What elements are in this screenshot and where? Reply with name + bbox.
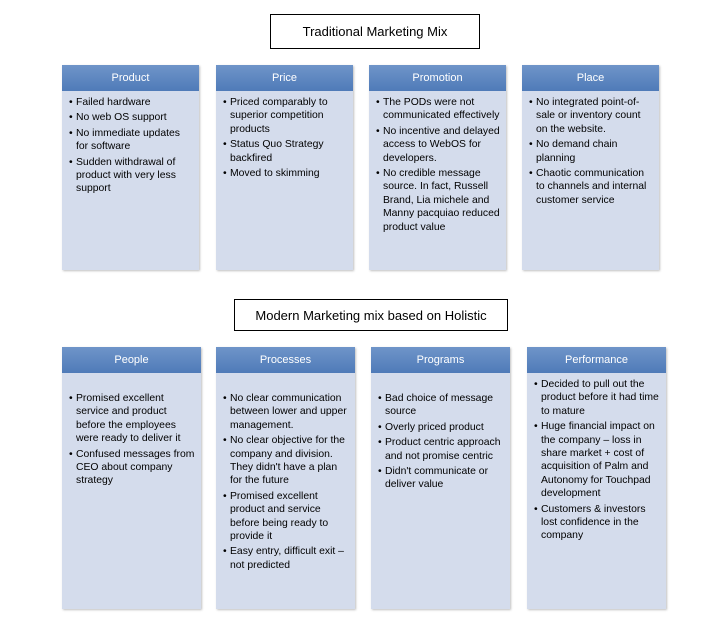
card-performance — [527, 347, 666, 609]
list-item: • No incentive and delayed access to WebOS for developers. — [377, 125, 500, 165]
list-item: • No clear communication between lower and upper management. — [224, 392, 349, 432]
card-processes-header: Processes — [216, 347, 355, 373]
card-programs-header: Programs — [371, 347, 510, 373]
card-promotion — [369, 65, 506, 270]
list-item: • Promised excellent product and service before being ready to provide it — [224, 490, 349, 544]
list-item: • Bad choice of message source — [379, 392, 504, 419]
list-item: • Confused messages from CEO about company strategy — [70, 448, 195, 488]
card-performance-header: Performance — [527, 347, 666, 373]
card-place-list — [530, 96, 653, 207]
list-item: • Chaotic communication to channels and internal customer service — [530, 167, 653, 207]
list-item: • Product centric approach and not promise centric — [379, 436, 504, 463]
list-item: • No immediate updates for software — [70, 127, 193, 154]
card-people-header: People — [62, 347, 201, 373]
list-item: • Easy entry, difficult exit – not predicted — [224, 545, 349, 572]
list-item: • Decided to pull out the product before it had time to mature — [535, 378, 660, 418]
modern-mix-title — [234, 299, 508, 331]
card-promotion-header: Promotion — [369, 65, 506, 91]
list-item: • Failed hardware — [70, 96, 193, 109]
list-item: • No clear objective for the company and division. They didn't have a plan for the future — [224, 434, 349, 488]
card-promotion-list — [377, 96, 500, 234]
card-processes-list — [224, 392, 349, 572]
card-place-header: Place — [522, 65, 659, 91]
card-product-header: Product — [62, 65, 199, 91]
list-item: • The PODs were not communicated effectively — [377, 96, 500, 123]
list-item: • Status Quo Strategy backfired — [224, 138, 347, 165]
card-price-header: Price — [216, 65, 353, 91]
list-item: • No demand chain planning — [530, 138, 653, 165]
card-people-list — [70, 392, 195, 488]
card-place — [522, 65, 659, 270]
list-item: • Customers & investors lost confidence in the company — [535, 503, 660, 543]
list-item: • Overly priced product — [379, 421, 504, 434]
list-item: • No web OS support — [70, 111, 193, 124]
list-item: • No integrated point-of-sale or inventory count on the website. — [530, 96, 653, 136]
card-people — [62, 347, 201, 609]
list-item: • Moved to skimming — [224, 167, 347, 180]
card-product — [62, 65, 199, 270]
list-item: • Huge financial impact on the company – loss in share market + cost of acquisition of Palm and Autonomy for Touchpad development — [535, 420, 660, 500]
list-item: • Didn't communicate or deliver value — [379, 465, 504, 492]
card-processes — [216, 347, 355, 609]
card-price-list — [224, 96, 347, 180]
list-item: • No credible message source. In fact, Russell Brand, Lia michele and Manny pacquiao reduced product value — [377, 167, 500, 234]
modern-mix-title-text: Modern Marketing mix based on Holistic — [255, 307, 487, 323]
card-product-list — [70, 96, 193, 196]
card-programs-list — [379, 392, 504, 492]
list-item: • Priced comparably to superior competition products — [224, 96, 347, 136]
card-programs — [371, 347, 510, 609]
list-item: • Promised excellent service and product before the employees were ready to deliver it — [70, 392, 195, 446]
card-performance-list — [535, 378, 660, 543]
traditional-mix-title-text: Traditional Marketing Mix — [302, 24, 448, 39]
traditional-mix-title — [270, 14, 480, 49]
list-item: • Sudden withdrawal of product with very less support — [70, 156, 193, 196]
card-price — [216, 65, 353, 270]
